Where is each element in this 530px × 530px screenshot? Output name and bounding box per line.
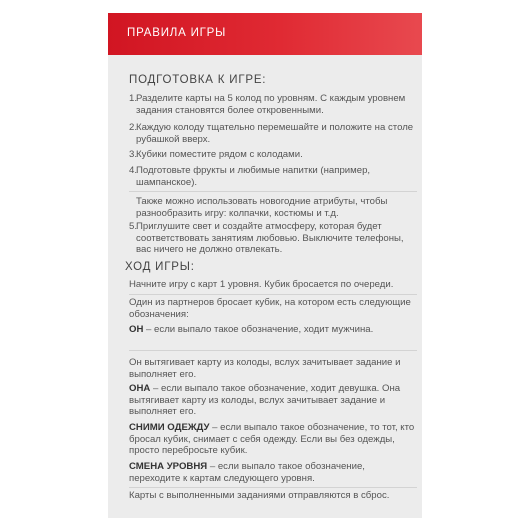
rule-undress-text: – если выпало такое обозначение, то тот, кто бросал кубик, снимает с себя одежду. Если вы без одежды, просто перебросьте кубик. [129,422,415,457]
rule-ona-term: ОНА [129,383,151,394]
rule-on [129,324,417,336]
item-number: 2. [129,122,138,133]
rule-level-text: – если выпало такое обозначение, переходите к картам следующего уровня. [129,461,365,484]
gameplay-partner: Один из партнеров бросает кубик, на котором есть следующие обозначения: [129,297,411,320]
gameplay-start: Начните игру с карт 1 уровня. Кубик бросается по очереди. [129,279,394,290]
item-number: 1. [129,93,138,104]
rule-on-term: ОН [129,324,144,335]
banner-title: ПРАВИЛА ИГРЫ [127,27,227,39]
rule-undress [129,422,417,457]
preparation-item-2 [129,122,417,145]
item-text: Кубики поместите рядом с колодами. [136,149,303,160]
section-divider [129,294,417,295]
item-text: Подготовьте фрукты и любимые напитки (например, шампанское). [136,165,371,188]
rule-level [129,461,417,484]
section-divider [129,350,417,351]
preparation-note: Также можно использовать новогодние атрибуты, чтобы разнообразить игру: колпачки, костюмы и т.д. [136,196,388,219]
rule-discard: Карты с выполненными заданиями отправляются в сброс. [129,490,390,501]
rule-ona [129,383,417,418]
gameplay-heading: ХОД ИГРЫ: [125,261,195,273]
preparation-item-5 [129,221,417,256]
item-number: 3. [129,149,138,160]
section-divider [129,487,417,488]
preparation-item-1 [129,93,417,116]
item-text: Разделите карты на 5 колод по уровням. С каждым уровнем задания становятся более откровенными. [136,93,406,116]
item-text: Каждую колоду тщательно перемешайте и положите на столе рубашкой вверх. [136,122,414,145]
rule-on-text: – если выпало такое обозначение, ходит мужчина. [143,324,374,335]
rule-undress-term: СНИМИ ОДЕЖДУ [129,422,210,433]
preparation-heading: ПОДГОТОВКА К ИГРЕ: [129,74,267,86]
preparation-item-3 [129,149,417,161]
rule-level-term: СМЕНА УРОВНЯ [129,461,208,472]
rules-card [108,13,422,518]
item-text: Приглушите свет и создайте атмосферу, которая будет соответствовать занятиям любовью. Выключите телефоны, вас ничего не должно отвлекать. [136,221,404,256]
preparation-item-4 [129,165,417,188]
section-divider [129,191,417,192]
rule-he-draws: Он вытягивает карту из колоды, вслух зачитывает задание и выполняет его. [129,357,401,380]
title-banner [108,13,422,55]
item-number: 5. [129,221,138,232]
item-number: 4. [129,165,138,176]
rule-ona-text: – если выпало такое обозначение, ходит девушка. Она вытягивает карту из колоды, вслух зачитывает задание и выполняет его. [129,383,401,418]
